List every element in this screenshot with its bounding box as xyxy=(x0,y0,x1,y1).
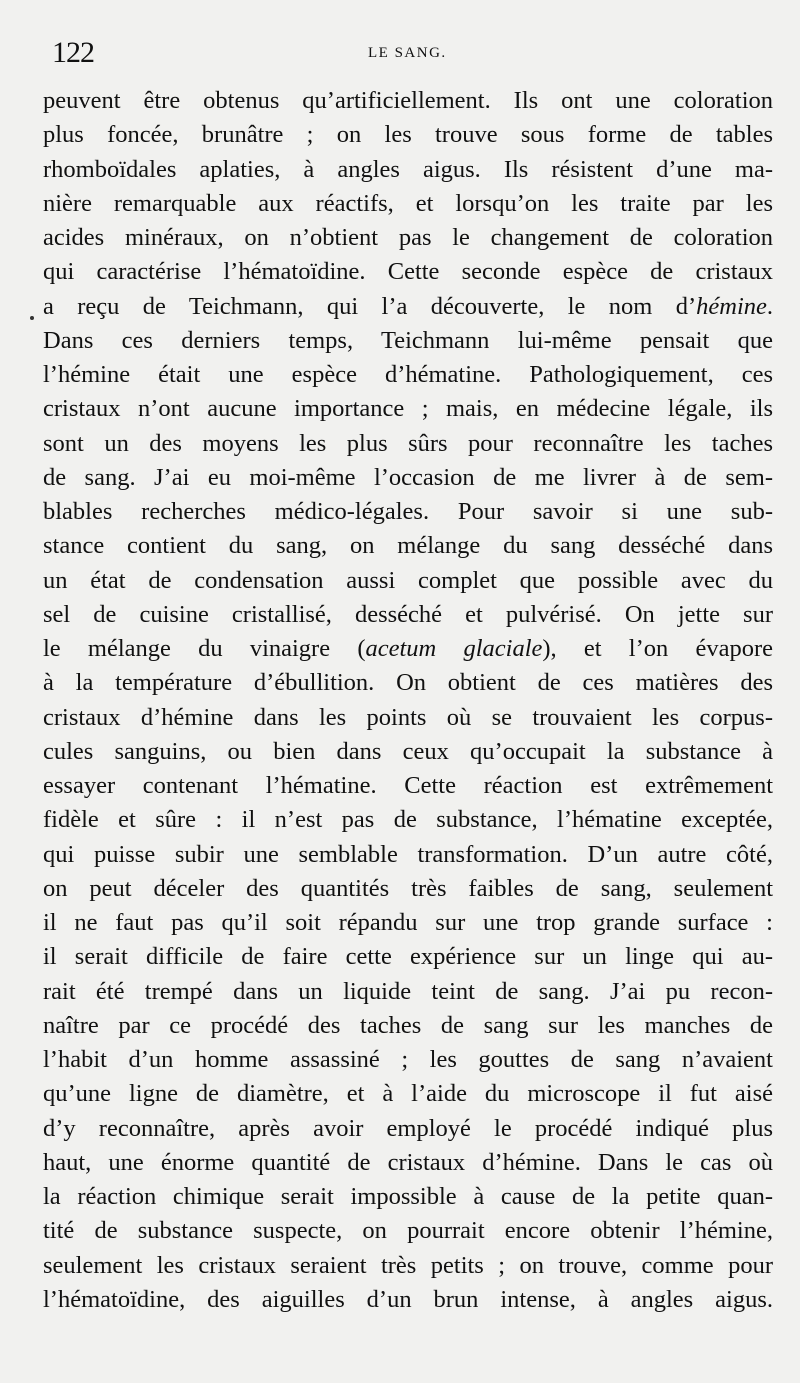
text-line: on peut déceler des quantités très faibles de sang, seulement xyxy=(43,874,773,902)
text-line: peuvent être obtenus qu’artificiellement. Ils ont une coloration xyxy=(43,87,773,114)
text-line: qui puisse subir une semblable transformation. D’un autre côté, xyxy=(43,840,773,868)
text-line: l’hémine était une espèce d’hématine. Pathologiquement, ces xyxy=(43,361,773,388)
text-line: essayer contenant l’hématine. Cette réaction est extrêmement xyxy=(43,772,773,799)
margin-mark xyxy=(30,316,34,320)
body-text xyxy=(43,84,773,1317)
text-line: cristaux n’ont aucune importance ; mais, en médecine légale, ils xyxy=(43,395,773,423)
page-header xyxy=(52,35,772,71)
text-line: naître par ce procédé des taches de sang sur les manches de xyxy=(43,1011,773,1039)
text-line: acides minéraux, on n’obtient pas le changement de coloration xyxy=(43,224,773,251)
text-line: cules sanguins, ou bien dans ceux qu’occupait la substance à xyxy=(43,737,773,765)
text-line xyxy=(43,632,773,666)
text-line: blables recherches médico-légales. Pour savoir si une sub- xyxy=(43,498,773,525)
italic-term: hémine xyxy=(696,292,767,320)
text-line: l’habit d’un homme assassiné ; les gouttes de sang n’avaient xyxy=(43,1046,773,1073)
running-head: LE SANG. xyxy=(368,45,447,61)
italic-term: acetum glaciale xyxy=(365,635,543,662)
text-line: Dans ces derniers temps, Teichmann lui-même pensait que xyxy=(43,326,773,354)
text-line: il ne faut pas qu’il soit répandu sur une trop grande surface : xyxy=(43,909,773,936)
text-segment: ), et l’on évapore xyxy=(542,635,773,662)
text-segment: le mélange du vinaigre ( xyxy=(43,635,366,662)
text-line: sel de cuisine cristallisé, desséché et pulvérisé. On jette sur xyxy=(43,600,773,628)
text-line: qui caractérise l’hématoïdine. Cette seconde espèce de cristaux xyxy=(43,258,773,286)
text-line: rhomboïdales aplaties, à angles aigus. Ils résistent d’une ma- xyxy=(43,155,773,183)
text-line: seulement les cristaux seraient très petits ; on trouve, comme pour xyxy=(43,1251,773,1279)
text-line: stance contient du sang, on mélange du sang desséché dans xyxy=(43,532,773,560)
text-line xyxy=(43,290,773,324)
text-line: nière remarquable aux réactifs, et lorsqu’on les traite par les xyxy=(43,189,773,217)
text-line: qu’une ligne de diamètre, et à l’aide du microscope il fut aisé xyxy=(43,1080,773,1108)
text-line: plus foncée, brunâtre ; on les trouve sous forme de tables xyxy=(43,121,773,149)
text-line: fidèle et sûre : il n’est pas de substance, l’hématine exceptée, xyxy=(43,806,773,834)
text-line: l’hématoïdine, des aiguilles d’un brun intense, à angles aigus. xyxy=(43,1285,773,1313)
text-segment: a reçu de Teichmann, qui l’a découverte, le nom d’ xyxy=(43,292,697,320)
text-line: la réaction chimique serait impossible à cause de la petite quan- xyxy=(43,1183,773,1210)
text-line: cristaux d’hémine dans les points où se trouvaient les corpus- xyxy=(43,703,773,731)
text-line: sont un des moyens les plus sûrs pour reconnaître les taches xyxy=(43,429,773,457)
text-line: il serait difficile de faire cette expérience sur un linge qui au- xyxy=(43,943,773,971)
page-number: 122 xyxy=(52,36,94,69)
text-segment: . xyxy=(766,292,773,320)
text-line: tité de substance suspecte, on pourrait encore obtenir l’hémine, xyxy=(43,1217,773,1245)
text-line: rait été trempé dans un liquide teint de sang. J’ai pu recon- xyxy=(43,977,773,1005)
text-line: un état de condensation aussi complet que possible avec du xyxy=(43,566,773,594)
text-line: d’y reconnaître, après avoir employé le procédé indiqué plus xyxy=(43,1114,773,1142)
text-line: haut, une énorme quantité de cristaux d’hémine. Dans le cas où xyxy=(43,1148,773,1176)
text-line: de sang. J’ai eu moi-même l’occasion de me livrer à de sem- xyxy=(43,463,773,491)
text-line: à la température d’ébullition. On obtient de ces matières des xyxy=(43,669,773,697)
